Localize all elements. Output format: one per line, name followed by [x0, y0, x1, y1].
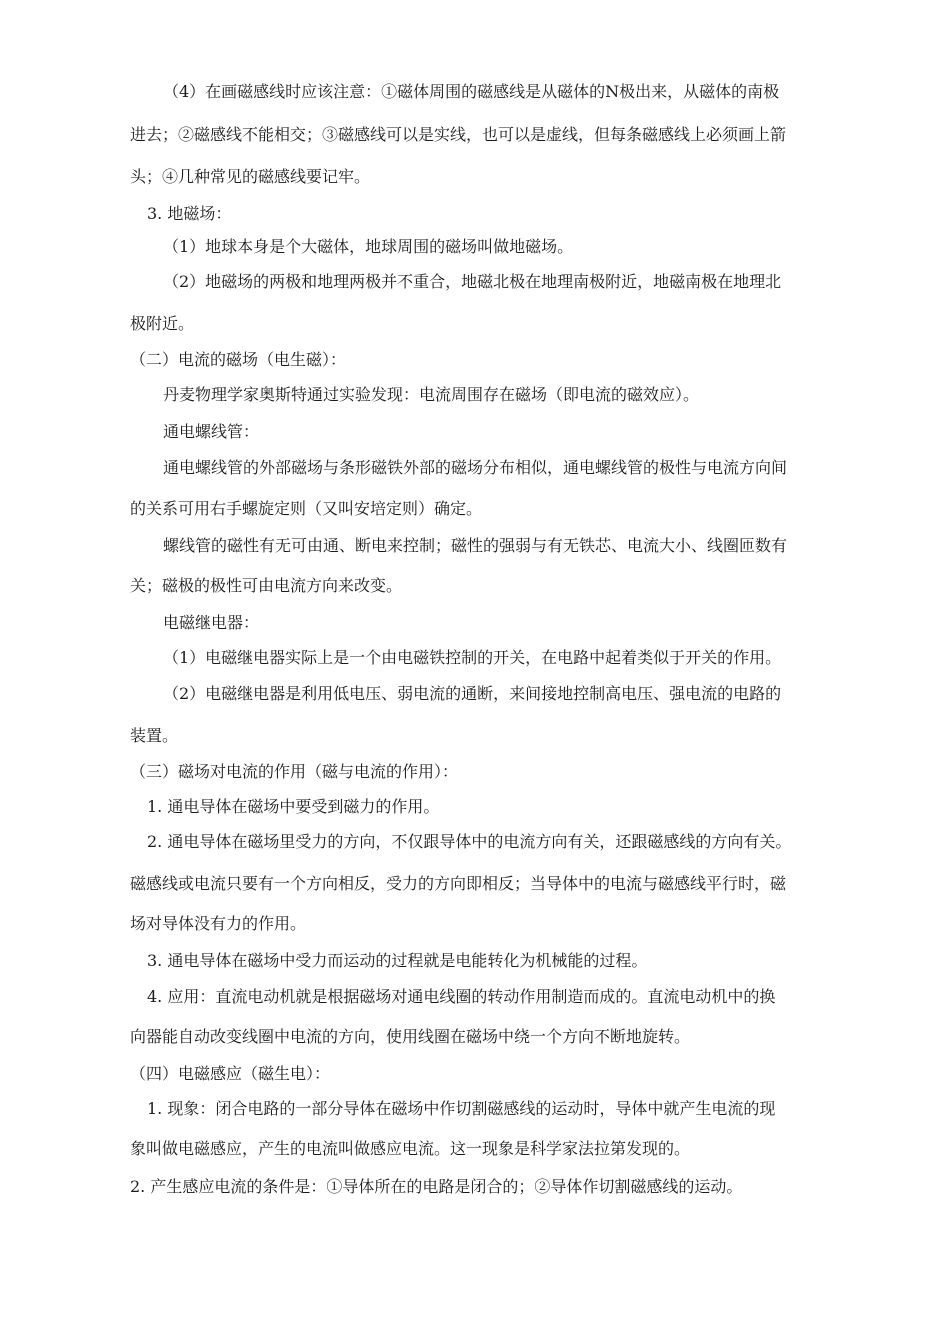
text-line: （1）电磁继电器实际上是一个由电磁铁控制的开关，在电路中起着类似于开关的作用。 [163, 648, 782, 667]
text-line: 极附近。 [130, 314, 195, 333]
text-line: （2）电磁继电器是利用低电压、弱电流的通断，来间接地控制高电压、强电流的电路的 [163, 684, 782, 703]
text-line: 头；④几种常见的磁感线要记牢。 [130, 167, 371, 186]
text-line: 1. 现象：闭合电路的一部分导体在磁场中作切割磁感线的运动时，导体中就产生电流的现 [147, 1099, 776, 1118]
text-line: 4. 应用：直流电动机就是根据磁场对通电线圈的转动作用制造而成的。直流电动机中的换 [147, 987, 776, 1006]
text-line: 关；磁极的极性可由电流方向来改变。 [130, 576, 403, 595]
section-heading: （四）电磁感应（磁生电）： [130, 1064, 331, 1083]
text-line: 装置。 [130, 726, 179, 745]
text-line: 的关系可用右手螺旋定则（又叫安培定则）确定。 [130, 499, 483, 518]
text-line: 螺线管的磁性有无可由通、断电来控制；磁性的强弱与有无铁芯、电流大小、线圈匝数有 [163, 536, 788, 555]
subsection-heading: 通电螺线管： [163, 422, 260, 441]
subsection-heading: 电磁继电器： [163, 613, 260, 632]
text-line: 通电螺线管的外部磁场与条形磁铁外部的磁场分布相似，通电螺线管的极性与电流方向间 [163, 458, 788, 477]
text-line: 3. 通电导体在磁场中受力而运动的过程就是电能转化为机械能的过程。 [147, 951, 648, 970]
section-heading: 3. 地磁场： [147, 204, 232, 223]
text-line: （2）地磁场的两极和地理两极并不重合，地磁北极在地理南极附近，地磁南极在地理北 [163, 272, 782, 291]
text-line: （1）地球本身是个大磁体，地球周围的磁场叫做地磁场。 [163, 237, 574, 256]
text-line: 磁感线或电流只要有一个方向相反，受力的方向即相反；当导体中的电流与磁感线平行时，磁 [130, 874, 787, 893]
section-heading: （二）电流的磁场（电生磁）： [130, 350, 347, 369]
text-line: 2. 产生感应电流的条件是：①导体所在的电路是闭合的；②导体作切割磁感线的运动。 [130, 1177, 743, 1196]
text-line: 2. 通电导体在磁场里受力的方向，不仅跟导体中的电流方向有关，还跟磁感线的方向有关。 [147, 832, 792, 851]
text-line: 场对导体没有力的作用。 [130, 914, 307, 933]
text-line: （4）在画磁感线时应该注意：①磁体周围的磁感线是从磁体的N极出来，从磁体的南极 [163, 82, 780, 101]
section-heading: （三）磁场对电流的作用（磁与电流的作用）： [130, 762, 459, 781]
text-line: 象叫做电磁感应，产生的电流叫做感应电流。这一现象是科学家法拉第发现的。 [130, 1139, 691, 1158]
text-line: 进去；②磁感线不能相交；③磁感线可以是实线，也可以是虚线，但每条磁感线上必须画上箭 [130, 125, 787, 144]
text-line: 向器能自动改变线圈中电流的方向，使用线圈在磁场中绕一个方向不断地旋转。 [130, 1027, 691, 1046]
text-line: 1. 通电导体在磁场中要受到磁力的作用。 [147, 797, 440, 816]
text-line: 丹麦物理学家奥斯特通过实验发现：电流周围存在磁场（即电流的磁效应）。 [163, 385, 700, 404]
